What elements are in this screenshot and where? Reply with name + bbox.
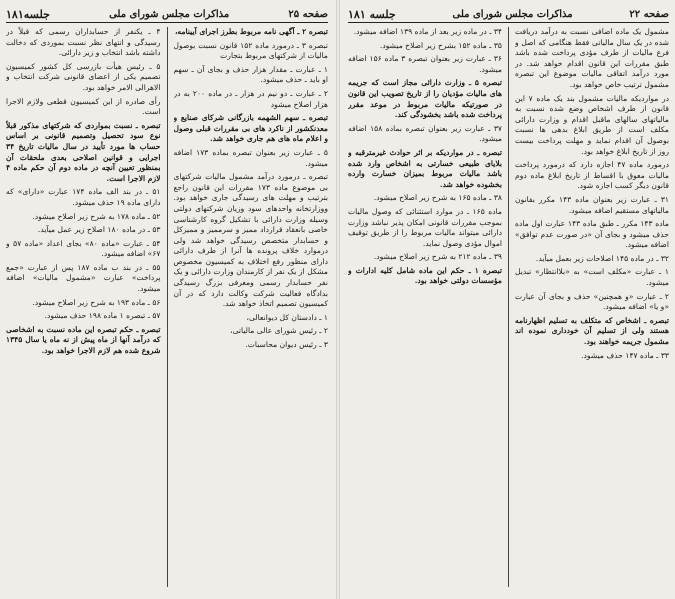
right-page	[340, 0, 675, 599]
paragraph: ۳۷ ـ عبارت زیر بعنوان تبصره بماده ۱۵۸ اضافه میشود.	[348, 123, 502, 144]
left-page-session: جلسه۱۸۱	[6, 7, 50, 21]
left-page-title: مذاکرات مجلس شورای ملی	[109, 8, 230, 20]
paragraph: تبصره ـ اشخاص که متکلف به تسلیم اظهارنامه هستند ولی از تسلیم آن خودداری نموده اند مشمول جریمه خواهند بود.	[515, 315, 669, 347]
right-page-number: صفحه ۲۲	[629, 8, 669, 20]
left-page	[0, 0, 336, 599]
paragraph: تبصره ۱ ـ حکم این ماده شامل کلیه ادارات و مؤسسات دولتی خواهد بود.	[348, 265, 502, 286]
paragraph: تبصره ـ حکم تبصره این ماده نسبت به اشخاصی که درآمد آنها از ماه پیش از نه ماه یا سال ۱۳۴۵ شروع شده هم لازم الاجرا خواهد بود.	[6, 324, 161, 356]
paragraph: تبصره ـ در مواردیکه بر اثر حوادث غیرمترقبه و بلایای طبیعی خسارتی به اشخاص وارد شده باشد مالیات مربوط بمیزان خسارت وارده بخشوده خواهد شد.	[348, 147, 502, 189]
paragraph: ۲ ـ عبارت «و همچنین» حذف و بجای آن عبارت «و یا» اضافه میشود.	[515, 291, 669, 312]
paragraph: ۳۶ ـ عبارت زیر بعنوان تبصره ۳ ماده ۱۵۶ اضافه میشود.	[348, 54, 502, 74]
paragraph: ۵ ـ عبارت زیر بعنوان تبصره بماده ۱۷۳ اضافه میشود.	[173, 147, 328, 168]
paragraph: ۵۳ ـ در ماده ۱۸۰ اصلاح زیر عمل میآید.	[37, 225, 161, 235]
paragraph: تبصره ـ درمورد درآمد مشمول مالیات شرکتهای بی موضوع ماده ۱۷۳ مقررات این قانون راجع بترتیب و مهلت های رسیدگی جاری خواهد بود. ووزارتخانه واحدهای سود وزیان شرکتهای دولتی وسیله وزارت دارائی با تشکیل گروه کارشناسی خاصی بانعقاد قرارداد ممیز و سرممیز و ممیزکل و حسابدار متخصص رسیدگی خواهد شد ولی درموارد خلاف پرونده ها آنرا از طرف دارائی دارای منظور رفع اختلاف به کمیسیون مخصوص مشکل از یک نفر از کارمندان وزارت دارائی و یک نفر حسابدار رسمی ومعرفی بزرگ رسیدگی بدادگاه فعالیت شرکت وکالت دارد که در آن کمیسیون تصمیم اتخاذ خواهد شد.	[173, 172, 328, 309]
paragraph: تبصره ـ سهم الشهمه بازرگانی شرکای صنایع و معدنکشور از ناکرد های بی مقررات قبلی وصول و اعلام ماه های هم جاری خواهد شد.	[173, 113, 328, 144]
paragraph: ۵۲ ـ ماده ۱۷۸ به شرح زیر اصلاح میشود.	[32, 211, 161, 221]
paragraph: ۴ ـ یکنفر از حسابداران رسمی که قبلاً در رسیدگی و انتهای نظر نسبت بموردی که دخالت داشته باشد انتخاب و زیر دارائی.	[6, 27, 161, 58]
column-divider	[167, 27, 168, 587]
paragraph: ۳۳ ـ ماده ۱۴۷ حذف میشود.	[581, 350, 669, 360]
paragraph: ۱ ـ عبارت «مکلف است» به «بلاانتظار» تبدیل میشود.	[515, 267, 669, 288]
paragraph: ۲ ـ عبارت ـ دو نیم در هزار ـ در ماده ۲۰۰ به در هزار اصلاح میشود	[173, 88, 328, 109]
paragraph: ۵۴ ـ عبارت «ماده ۸۰» بجای اعداد «ماده ۵۷ و ۶۷» اضافه میشود.	[6, 238, 161, 259]
left-page-column-right	[174, 27, 329, 587]
paragraph: ۳ ـ رئیس دیوان محاسبات.	[245, 340, 328, 350]
paragraph: ۵۶ ـ ماده ۱۹۳ به شرح زیر اصلاح میشود.	[32, 297, 161, 307]
paragraph: ۵۷ ـ تبصره ۱ ماده ۱۹۸ حذف میشود.	[44, 311, 161, 321]
paragraph: تبصره ۵ ـ وزارت دارائی مجاز است که جریمه های مالیات مؤدیان را از تاریخ تصویب این قانون در صورتیکه مالیات مربوط در موعد مقرر پرداخت شده باشد بخشودگی کند.	[348, 78, 502, 120]
paragraph: تبصره ـ نسبت بمواردی که شرکتهای مذکور قبلاً نوع سود تحصیل وتصمیم قانونی بر اساس حساب ها مورد تأیید در سال مالیات تاریخ ۳۴ اجرایی و قوانین اصلاحی بعدی ملحقات آن بمنظور تعیین آنچه در ماده دوم آن حکم ماده ۴ لازم الاجرا است.	[6, 120, 161, 183]
paragraph: ۳۹ ـ ماده ۲۱۲ به شرح زیر اصلاح میشود.	[373, 252, 502, 262]
paragraph: ۵ ـ رئیس هیأت بازرسی کل کشور کمیسیون تصمیم یکی از اعضای قانونی شرکت انتخاب و الاهرالی الامر خواهد بود.	[6, 61, 161, 92]
paragraph: ۳۱ ـ عبارت زیر بعنوان ماده ۱۴۳ مکرر بقانون مالیاتهای مستقیم اضافه میشود.	[515, 194, 669, 215]
paragraph: ۳۵ ـ ماده ۱۵۲ بشرح زیر اصلاح میشود.	[379, 40, 502, 50]
column-divider	[508, 27, 509, 587]
paragraph: ۱ ـ دادستان کل دیوانعالی،	[246, 312, 328, 322]
paragraph: ماده ۱۶۵ ـ در موارد استثنائی که وصول مالیات بموجب مقررات قانونی امکان پذیر نباشد وزارت دارائی میتواند مالیات مربوط را از طریق توقیف اموال مؤدی وصول نماید.	[348, 206, 502, 248]
right-page-column-right	[515, 27, 669, 587]
paragraph: تبصره ۳ ـ درمورد ماده ۱۵۲ قانون نسبت بوصول مالیات از شرکتهای مربوط بتجارت	[173, 40, 328, 61]
paragraph: ۱ ـ عبارت ـ مقدار هزار حذف و بجای آن ـ سهم او باید ـ حذف میشود.	[173, 64, 328, 85]
paragraph: ۵۱ ـ در بند الف ماده ۱۷۴ عبارت «دارای» که دارای ماده ۱۹ حذف میشود.	[6, 187, 161, 207]
paragraph: در مواردیکه مالیات مشمول بند یک ماده ۷ این قانون از طرف اشخاص وضع شده نسبت به مالیاتهای سالهای ماقبل اقدام و وزارت دارائی مکلف است از طریق ابلاغ بدهی ها نسبت بوصول آن اقدام نماید و مهلت پرداخت بیست روز از تاریخ ابلاغ خواهد بود.	[515, 93, 669, 156]
paragraph: ۵۵ ـ در بند ب ماده ۱۸۷ پس از عبارت «جمع پرداخت» عبارت «مشمول مالیات» اضافه میشود.	[6, 262, 161, 294]
paragraph: ۳۸ ـ ماده ۱۶۵ به شرح زیر اصلاح میشود.	[373, 193, 502, 203]
paragraph: درمورد ماده ۴۷ اجازه دارد که درمورد پرداخت مالیات معوق با اقساط از تاریخ ابلاغ ماده دوم قانون دیگر کسب اجازه شود.	[515, 160, 669, 191]
right-page-session: جلسه ۱۸۱	[348, 7, 396, 21]
left-page-column-left	[6, 27, 161, 587]
paragraph: ۳۲ ـ در ماده ۱۴۵ اصلاحات زیر بعمل میآید.	[535, 253, 669, 263]
paragraph: ۲ ـ رئیس شورای عالی مالیاتی،	[230, 326, 328, 336]
right-page-title: مذاکرات مجلس شورای ملی	[452, 8, 573, 20]
left-page-header	[6, 6, 328, 23]
paragraph: مشمول یک ماده اضافی نسبت به درآمد دریافت شده در یک سال مالیاتی فقط هنگامی که اصل و فرع مالیات از طرف مؤدی پرداخت شده باشد طبق مقررات این قانون اقدام خواهد شد. در مورد درآمد اتفاقی مالیات موضوع این تبصره مشمول ترتیب خاص خواهد بود.	[515, 27, 669, 89]
paragraph: ماده ۱۴۳ مکرر ـ طبق ماده ۱۴۳ عبارت اول ماده حذف میشود و بجای آن «در صورت عدم توافق» اضافه میشود.	[515, 219, 669, 250]
right-page-column-left	[348, 27, 502, 587]
right-page-header	[348, 6, 669, 23]
paragraph: ۳۴ ـ در ماده زیر بعد از ماده ۱۳۹ اضافه میشود.	[353, 27, 502, 36]
left-page-number: صفحه ۲۵	[288, 8, 328, 20]
paragraph: رأی صادره از این کمیسیون قطعی ولازم الاجرا است.	[6, 96, 161, 117]
paragraph: تبصره ۲ ـ آگهی نامه مربوط بطرز اجرای آیینامه،	[174, 27, 328, 36]
